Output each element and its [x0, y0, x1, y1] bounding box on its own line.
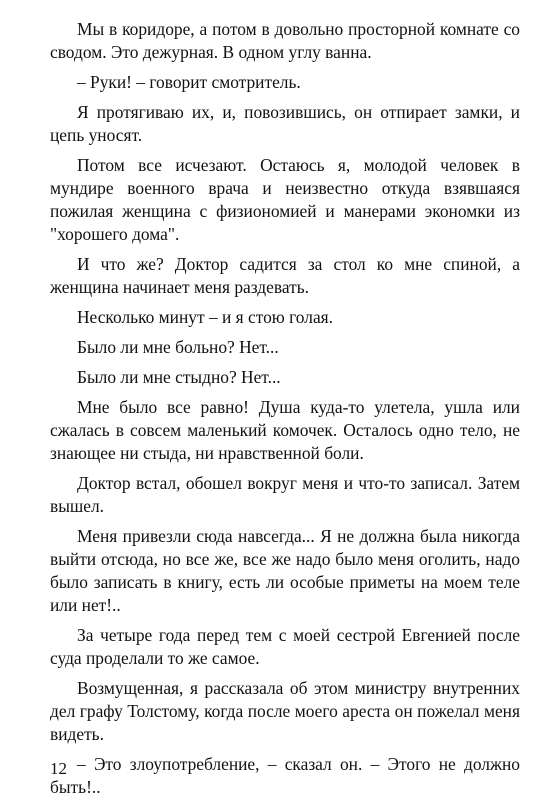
paragraph: Возмущенная, я рассказала об этом министру внутренних дел графу Толстому, когда после моего ареста он пожелал меня видеть.	[50, 678, 520, 744]
page-body	[50, 18, 520, 806]
paragraph: За четыре года перед тем с моей сестрой Евгенией после суда проделали то же самое.	[50, 625, 520, 668]
paragraph: Было ли мне стыдно? Нет...	[77, 367, 281, 387]
paragraph: И что же? Доктор садится за стол ко мне спиной, а женщина начинает меня раздевать.	[50, 254, 520, 297]
paragraph: Доктор встал, обошел вокруг меня и что-то записал. Затем вышел.	[50, 473, 520, 516]
paragraph: Потом все исчезают. Остаюсь я, молодой человек в мундире военного врача и неизвестно откуда взявшаяся пожилая женщина с физиономией и манерами экономки из "хорошего дома".	[50, 155, 520, 244]
paragraph: Я протягиваю их, и, повозившись, он отпирает замки, и цепь уносят.	[50, 102, 520, 145]
paragraph: – Это злоупотребление, – сказал он. – Этого не должно быть!..	[50, 754, 520, 797]
page-number: 12	[50, 759, 67, 778]
paragraph: Мы в коридоре, а потом в довольно просторной комнате со сводом. Это дежурная. В одном углу ванна.	[50, 19, 520, 62]
paragraph: Меня привезли сюда навсегда... Я не должна была никогда выйти отсюда, но все же, все же надо было меня оголить, надо было записать в книгу, есть ли особые приметы на моем теле или нет!..	[50, 526, 520, 615]
paragraph: – Руки! – говорит смотритель.	[77, 72, 301, 92]
paragraph: Несколько минут – и я стою голая.	[77, 307, 334, 327]
paragraph: Было ли мне больно? Нет...	[77, 337, 279, 357]
paragraph: Мне было все равно! Душа куда-то улетела, ушла или сжалась в совсем маленький комочек. Осталось одно тело, не знающее ни стыда, ни нравственной боли.	[50, 397, 520, 463]
